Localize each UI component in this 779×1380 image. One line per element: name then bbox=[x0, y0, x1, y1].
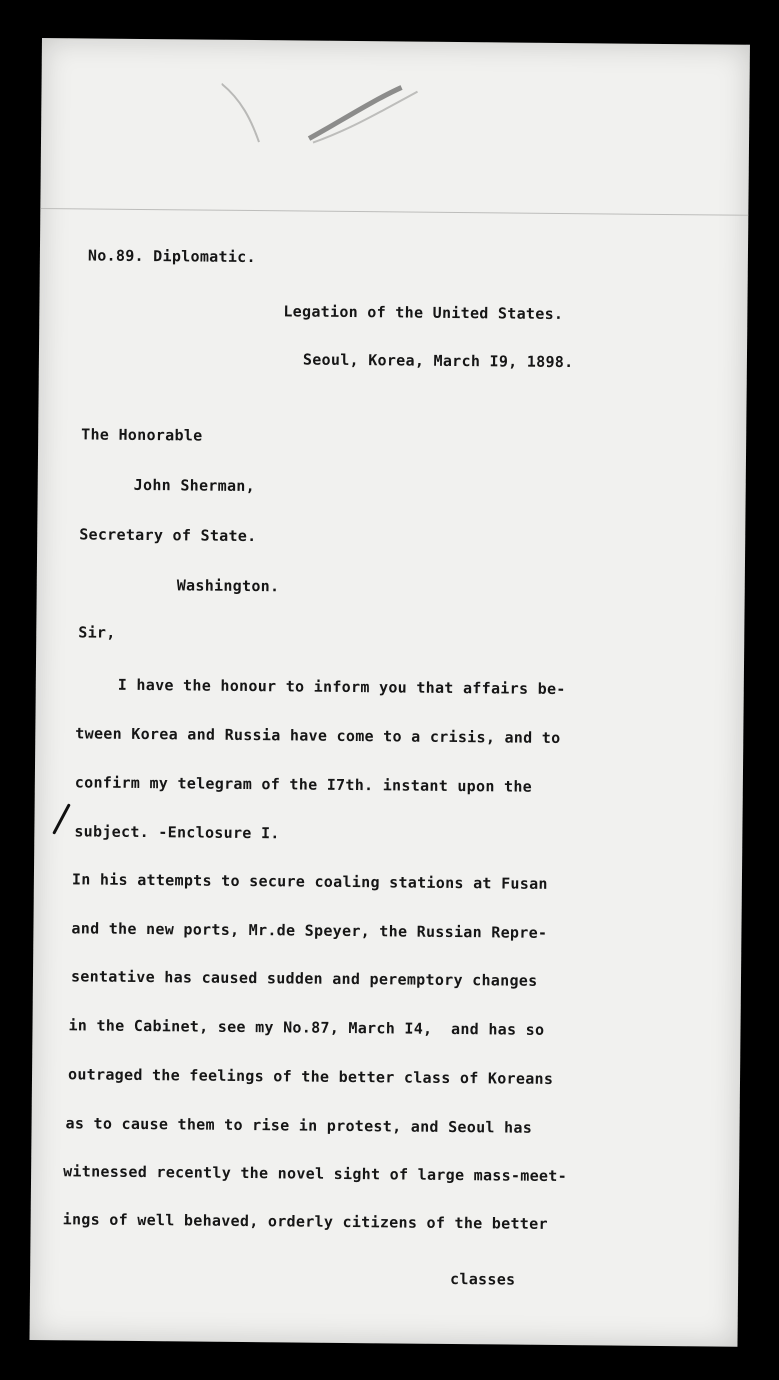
body-line: I have the honour to inform you that affairs be- bbox=[117, 675, 566, 699]
body-line: as to cause them to rise in protest, and Seoul has bbox=[65, 1114, 533, 1137]
catchword: classes bbox=[450, 1269, 516, 1289]
body-line: outraged the feelings of the better class of Koreans bbox=[67, 1065, 554, 1088]
legation-heading: Legation of the United States. bbox=[283, 302, 564, 324]
salutation: Sir, bbox=[78, 623, 116, 642]
addressee-title: The Honorable bbox=[81, 425, 203, 445]
body-line: ings of well behaved, orderly citizens of the better bbox=[62, 1210, 548, 1233]
body-line: In his attempts to secure coaling stations at Fusan bbox=[71, 870, 548, 893]
addressee-name: John Sherman, bbox=[133, 475, 256, 496]
dispatch-reference: No.89. Diplomatic. bbox=[87, 246, 256, 267]
addressee-office: Secretary of State. bbox=[79, 525, 257, 546]
letter-page bbox=[30, 38, 750, 1347]
body-line: in the Cabinet, see my No.87, March I4, and has so bbox=[68, 1016, 545, 1039]
body-line: tween Korea and Russia have come to a crisis, and to bbox=[75, 724, 561, 748]
body-line: witnessed recently the novel sight of large mass-meet- bbox=[63, 1162, 568, 1186]
body-line: confirm my telegram of the I7th. instant upon the bbox=[74, 773, 533, 796]
fold-line bbox=[40, 208, 748, 216]
body-line: and the new ports, Mr.de Speyer, the Russian Repre- bbox=[71, 919, 548, 942]
addressee-city: Washington. bbox=[176, 576, 280, 596]
ink-smudge bbox=[221, 80, 422, 146]
place-date: Seoul, Korea, March I9, 1898. bbox=[302, 350, 574, 372]
body-line: subject. -Enclosure I. bbox=[74, 822, 280, 843]
body-line: sentative has caused sudden and peremptory changes bbox=[70, 967, 538, 990]
